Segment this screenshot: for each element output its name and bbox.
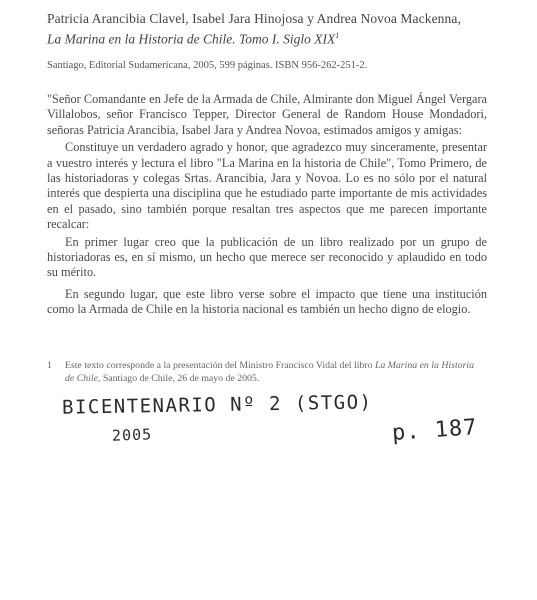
title-footnote-mark: 1	[335, 31, 340, 40]
publication-info: Santiago, Editorial Sudamericana, 2005, 599 páginas. ISBN 956-262-251-2.	[47, 59, 368, 71]
handwritten-page-number: p. 187	[391, 415, 479, 446]
paragraph-first-point: En primer lugar creo que la publicación de un libro realizado por un grupo de historiadoras es, en sí mismo, un hecho que merece ser reconocido y aplaudido en todo su mérito.	[47, 234, 487, 280]
footnote-text-end: , Santiago de Chile, 26 de mayo de 2005.	[97, 372, 260, 384]
paragraph-second-point: En segundo lugar, que este libro verse sobre el impacto que tiene una institución como la Armada de Chile en la historia nacional es también un hecho digno de elogio.	[47, 286, 487, 317]
review-body	[47, 92, 487, 320]
footnote	[47, 360, 487, 385]
handwritten-year-note: 2005	[111, 425, 153, 445]
book-authors: Patricia Arancibia Clavel, Isabel Jara Hinojosa y Andrea Novoa Mackenna,	[47, 11, 461, 26]
footnote-text-start: Este texto corresponde a la presentación del Ministro Francisco Vidal del libro	[65, 360, 375, 371]
book-title: La Marina en la Historia de Chile. Tomo I. Siglo XIX	[47, 31, 336, 47]
footnote-mark: 1	[47, 360, 52, 371]
paragraph-intro: Constituye un verdadero agrado y honor, que agradezco muy sinceramente, presentar a vuestro interés y lectura el libro "La Marina en la historia de Chile", Tomo Primero, de las historiadoras y colegas Srtas. Arancibia, Jara y Novoa. Lo es no sólo por el natural interés que despierta una disciplina que he estudiado parte importante de mis actividades en el pasado, sino también porque resaltan tres aspectos que me parecen importante recalcar:	[47, 140, 487, 232]
footnote-text	[65, 360, 475, 385]
footnote-book-title: La Marina en la Historia de Chile	[65, 360, 475, 384]
bibliographic-header	[47, 10, 487, 72]
book-title-line	[47, 27, 487, 48]
handwritten-series-note: BICENTENARIO Nº 2 (STGO)	[61, 391, 373, 419]
paragraph-salutation: "Señor Comandante en Jefe de la Armada de Chile, Almirante don Miguel Ángel Vergara Villalobos, señor Francisco Tepper, Director General de Random House Mondadori, señoras Patricia Arancibia, Isabel Jara y Andrea Novoa, estimados amigos y amigas:	[47, 92, 487, 137]
